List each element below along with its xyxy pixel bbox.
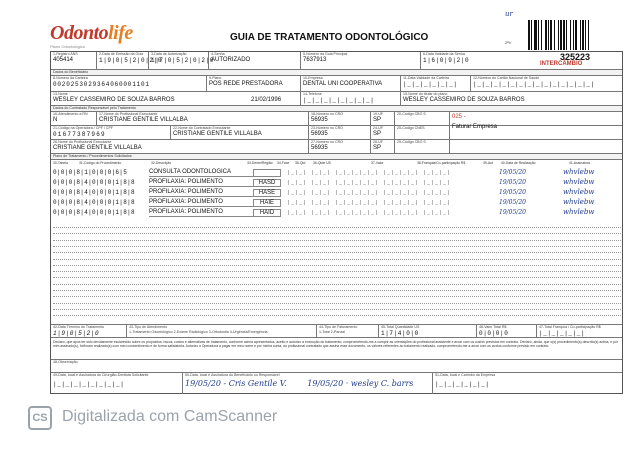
- header-sign: 41-Assinatura: [569, 161, 590, 165]
- barcode-icon: [528, 20, 620, 50]
- procedure-value-boxes[interactable]: |_|_| |_|_| |_|_|_|_|_| |_|_|_|_| |_|_|_|: [287, 190, 452, 196]
- holder-name-field[interactable]: 15-Nome do titular do plano WESLEY CASSEMIRO DE SOUZA BARROS: [403, 92, 525, 103]
- copy-mark: 2ªV: [505, 40, 512, 45]
- empty-row-line[interactable]: [53, 315, 621, 316]
- empty-row-line[interactable]: [53, 290, 621, 291]
- observation-row: [51, 359, 622, 373]
- cro2-field[interactable]: 23-Número no CRO 56935: [309, 126, 371, 139]
- totals-row: [51, 324, 622, 338]
- procedure-description[interactable]: PROFILAXIA: POLIMENTO: [149, 189, 279, 197]
- empty-row-line[interactable]: [53, 240, 621, 241]
- uf2-field[interactable]: 24-UF SP: [371, 126, 395, 139]
- card-row: [51, 76, 622, 92]
- company-field[interactable]: 10-Empresa DENTAL UNI COOPERATIVA: [301, 76, 401, 91]
- logo-tagline: Plano Odontológico: [50, 44, 85, 49]
- procedure-signature: whvlebw: [563, 208, 595, 216]
- camscanner-text: Digitalizada com CamScanner: [62, 408, 278, 425]
- cbo-field[interactable]: 20-Código CBO S: [395, 112, 450, 125]
- beneficiary-signature-field[interactable]: 50-Data, local e Assinatura do Beneficiário ou Responsável 19/05/20 - Cris Gentile V. 19/05/20 · wesley C. barrs: [183, 373, 433, 394]
- invoice-field: 025 -: [452, 114, 466, 120]
- executor-name-field[interactable]: 26-Nome do Profissional Executante CRISTIANE GENTILE VILLALBA: [51, 140, 309, 153]
- empty-row-line[interactable]: [53, 296, 621, 297]
- empty-row-line[interactable]: [53, 259, 621, 260]
- beneficiary-name-field[interactable]: 13-Nome WESLEY CASSEMIRO DE SOUZA BARROS 21/02/1996: [51, 92, 301, 105]
- validity-field[interactable]: 6-Data Validade da Senha 1|6|0|9|2|0: [423, 52, 470, 64]
- procedure-date[interactable]: 19/05/20: [499, 169, 526, 176]
- professional-name-field[interactable]: 17-Nome do Profissional Executante CRISTIANE GENTILE VILLALBA: [97, 112, 309, 125]
- form-title: GUIA DE TRATAMENTO ODONTOLÓGICO: [230, 32, 429, 43]
- header-code: 31-Código do Procedimento: [79, 161, 122, 165]
- barcode-bar: [585, 20, 586, 50]
- beneficiary-section: Dados do Beneficiário: [51, 70, 622, 76]
- empty-row-line[interactable]: [53, 252, 621, 253]
- procedure-tooth-region[interactable]: [253, 169, 281, 177]
- barcode-bar: [534, 20, 537, 50]
- empty-row-line[interactable]: [53, 246, 621, 247]
- procedure-row[interactable]: [53, 199, 621, 209]
- empty-row-line[interactable]: [53, 227, 621, 228]
- procedure-row[interactable]: [53, 189, 621, 199]
- procedure-tooth-region[interactable]: HASE: [253, 189, 281, 197]
- blank-field: [450, 140, 624, 153]
- barcode-bar: [582, 20, 584, 50]
- procedure-signature: whvlebw: [563, 178, 595, 186]
- odontolife-logo: Odontolife: [50, 22, 133, 44]
- barcode-bar: [588, 20, 589, 50]
- total-value-field[interactable]: 46-Valor Total R$ 0|0|0|0: [477, 325, 537, 337]
- header-qty: 35-Qtd: [295, 161, 306, 165]
- procedure-code[interactable]: 0|0|0|8|4|0|0|0|1|8|8: [53, 209, 135, 216]
- total-fee-field[interactable]: 47-Total Franquia / Co-participação R$ |_|_|_|_|_|: [539, 325, 601, 337]
- camscanner-footer: [0, 402, 640, 436]
- procedure-code[interactable]: 0|0|0|8|4|0|0|0|1|8|8: [53, 189, 135, 196]
- main-guide-field[interactable]: 5-Número da Guia Principal 7637913: [301, 52, 421, 69]
- intercambio-badge: INTERCÂMBIO: [540, 61, 583, 67]
- ans-field[interactable]: 1-Registro ANS 405414: [51, 52, 97, 69]
- barcode-bar: [554, 20, 555, 50]
- procedure-value-boxes[interactable]: |_|_| |_|_| |_|_|_|_|_| |_|_|_|_| |_|_|_|: [287, 180, 452, 186]
- empty-row-line[interactable]: [53, 284, 621, 285]
- barcode-bar: [545, 20, 547, 50]
- procedure-date[interactable]: 19/05/20: [499, 189, 526, 196]
- empty-row-line[interactable]: [53, 271, 621, 272]
- barcode-bar: [575, 20, 577, 50]
- header-franchise: 38-Franquia/Co-participação R$: [417, 161, 466, 165]
- observation-field[interactable]: 48-Observação: [53, 360, 78, 364]
- procedure-date[interactable]: 19/05/20: [499, 209, 526, 216]
- procedure-date[interactable]: 19/05/20: [499, 179, 526, 186]
- guide-number: 325223: [560, 52, 591, 62]
- header-desc: 32-Descrição: [151, 161, 171, 165]
- empty-row-line[interactable]: [53, 303, 621, 304]
- declaration-text: Declaro, que após ter sido devidamente esclarecido sobre os propósitos, riscos, custos e alternativas de tratamento, conforme acima apresentados, aceito e autorizo a execução do tratamento, comprometendo-me a cumprir as orientações do profissional assistente e arcar com os custos previstos em contrato. Declaro, ainda, que o(s) procedimento(s) descrito(s) acima, e por mim assinado(s), foi/foram realizado(s) com meu consentimento e de forma satisfatória. Autorizo a Operadora a pagar em meu nome e por minha conta, ao profissional contratado que assina esse documento, os valores referentes ao tratamento realizado, comprometendo-me a arcar com os custos conforme previsto em contrato.: [53, 340, 619, 349]
- executor-row: [51, 140, 622, 154]
- dental-treatment-form: [50, 51, 623, 394]
- procedure-signature: whvlebw: [563, 188, 595, 196]
- end-date-field[interactable]: 42-Data Término do Tratamento 1|9|0|5|2|0: [51, 325, 127, 337]
- contractor-section: Dados do Contratado Responsável pelo Tratamento: [51, 106, 622, 112]
- header-qty-us: 36-Qtde US: [313, 161, 331, 165]
- barcode-bar: [566, 20, 567, 50]
- name-row: [51, 92, 622, 106]
- invoice-text-field: Faturar Empresa: [452, 124, 498, 130]
- barcode-bar: [573, 20, 574, 50]
- cbo3-field[interactable]: 29-Código CBO S: [395, 140, 450, 153]
- procedure-code[interactable]: 0|0|0|8|4|0|0|0|1|8|8: [53, 199, 135, 206]
- barcode-bar: [580, 20, 581, 50]
- procedure-code[interactable]: 0|0|0|8|4|0|0|0|1|8|8: [53, 179, 135, 186]
- beneficiary-handwritten-signature: 19/05/20 · wesley C. barrs: [307, 379, 414, 388]
- barcode-bar: [538, 20, 539, 50]
- procedures-section: Plano de Tratamento / Procedimentos Solicitados: [51, 154, 622, 160]
- cnes-field[interactable]: 25-Código CNES: [395, 126, 450, 139]
- procedure-code[interactable]: 0|0|0|8|1|0|0|0|6|5: [53, 169, 128, 176]
- empty-row-line[interactable]: [53, 309, 621, 310]
- total-qty-field[interactable]: 45-Total Quantidade US 1|7|4|0|0: [379, 325, 477, 337]
- empty-row-line[interactable]: [53, 277, 621, 278]
- header-table: 30-Tabela: [53, 161, 68, 165]
- contractor-code-row: [51, 126, 622, 140]
- barcode-bar: [560, 20, 562, 50]
- procedure-tooth-region[interactable]: HAID: [253, 209, 281, 217]
- auth-date-field[interactable]: 3-Data de Autorização 1|7|0|5|2|0|2|0: [149, 52, 209, 69]
- billing-type-field[interactable]: 44-Tipo de Faturamento 1-Total 2-Parcial: [317, 325, 379, 337]
- card-number-field[interactable]: 8-Número da Carteira 0020253029364060001101: [51, 76, 207, 91]
- procedure-tooth-region[interactable]: HAIE: [253, 199, 281, 207]
- contractor-name-field[interactable]: 22-Nome do Contratado Executante CRISTIANE GENTILE VILLALBA: [171, 126, 309, 139]
- barcode-bar: [528, 20, 530, 50]
- procedure-description[interactable]: PROFILAXIA: POLIMENTO: [149, 209, 279, 217]
- procedure-signature: whvlebw: [563, 198, 595, 206]
- issue-date-field[interactable]: 2-Data de Emissão da Guia 1|9|0|5|2|0|2|0: [97, 52, 149, 69]
- uf-field[interactable]: 19-UF SP: [371, 112, 395, 125]
- password-field[interactable]: 4-Senha AUTORIZADO: [209, 52, 301, 69]
- company-stamp-field[interactable]: 51-Data, local e Carimbo da Empresa |_|_|_|_|_|_|: [435, 373, 496, 388]
- empty-row-line[interactable]: [53, 265, 621, 266]
- procedure-value-boxes[interactable]: |_|_| |_|_| |_|_|_|_|_| |_|_|_|_| |_|_|_|: [287, 200, 452, 206]
- barcode-bar: [541, 20, 542, 50]
- header-auth: 39-Aut: [483, 161, 493, 165]
- cns-field[interactable]: 12-Número do Cartão Nacional de Saúde |_|_|_|_|_|_|_|_|_|_|_|_|_|_|: [473, 76, 595, 88]
- header-face: 34-Face: [277, 161, 290, 165]
- procedure-description[interactable]: PROFILAXIA: POLIMENTO: [149, 199, 279, 207]
- header-value: 37-Valor: [371, 161, 384, 165]
- cro3-field[interactable]: 27-Número no CRO 56935: [309, 140, 371, 153]
- procedure-value-boxes[interactable]: |_|_| |_|_| |_|_|_|_|_| |_|_|_|_| |_|_|_|: [287, 210, 452, 216]
- barcode-bar: [563, 20, 565, 50]
- barcode-bar: [570, 20, 571, 50]
- uf3-field[interactable]: 28-UF SP: [371, 140, 395, 153]
- procedure-value-boxes[interactable]: |_|_| |_|_| |_|_|_|_|_| |_|_|_|_| |_|_|_|: [287, 170, 452, 176]
- procedure-date[interactable]: 19/05/20: [499, 199, 526, 206]
- dentist-handwritten-signature: 19/05/20 - Cris Gentile V.: [185, 379, 287, 388]
- rn-field[interactable]: 16-Atendimento a RN N: [51, 112, 97, 125]
- corner-scribble: ur: [505, 10, 513, 18]
- procedure-tooth-region[interactable]: HASD: [253, 179, 281, 187]
- procedure-row[interactable]: [53, 169, 621, 179]
- procedure-headers: [51, 161, 622, 167]
- header-tooth: 33-Dente/Região: [247, 161, 273, 165]
- phone-field[interactable]: 14-Telefone |_|_|_|_|_|_|_|_|: [301, 92, 401, 105]
- barcode-bar: [550, 20, 552, 50]
- dentist-signature-field[interactable]: 49-Data, local e Assinatura do Cirurgião-Dentista Solicitante |_|_|_|_|_|_|_|_|: [51, 373, 183, 394]
- header-date: 40-Data de Realização: [501, 161, 536, 165]
- card-validity-field[interactable]: 11-Data Validade da Carteira |_|_|_|_|_|_|: [401, 76, 471, 91]
- barcode-bar: [531, 20, 532, 50]
- procedure-description[interactable]: CONSULTA ODONTOLOGICA: [149, 169, 279, 177]
- camscanner-logo-icon: CS: [28, 406, 52, 430]
- procedure-signature: whvlebw: [563, 168, 595, 176]
- service-type-field[interactable]: 43-Tipo de Atendimento 1-Tratamento Odontológico 2-Exame Radiológico 3-Ortodontia 4-Urgência/Emergência: [127, 325, 317, 337]
- procedure-row[interactable]: [53, 179, 621, 189]
- barcode-bar: [558, 20, 559, 50]
- plan-field[interactable]: 9-Plano POS REDE PRESTADORA: [207, 76, 301, 91]
- procedure-description[interactable]: PROFILAXIA: POLIMENTO: [149, 179, 279, 187]
- contractor-code-field[interactable]: 21-Código na Operadora / CPF / CPF 01677387969: [51, 126, 171, 139]
- cro-field[interactable]: 18-Número no CRO 56935: [309, 112, 371, 125]
- signatures-row: [51, 373, 622, 394]
- barcode-bar: [548, 20, 549, 50]
- empty-row-line[interactable]: [53, 233, 621, 234]
- registration-row: [51, 52, 622, 70]
- procedure-row[interactable]: [53, 209, 621, 219]
